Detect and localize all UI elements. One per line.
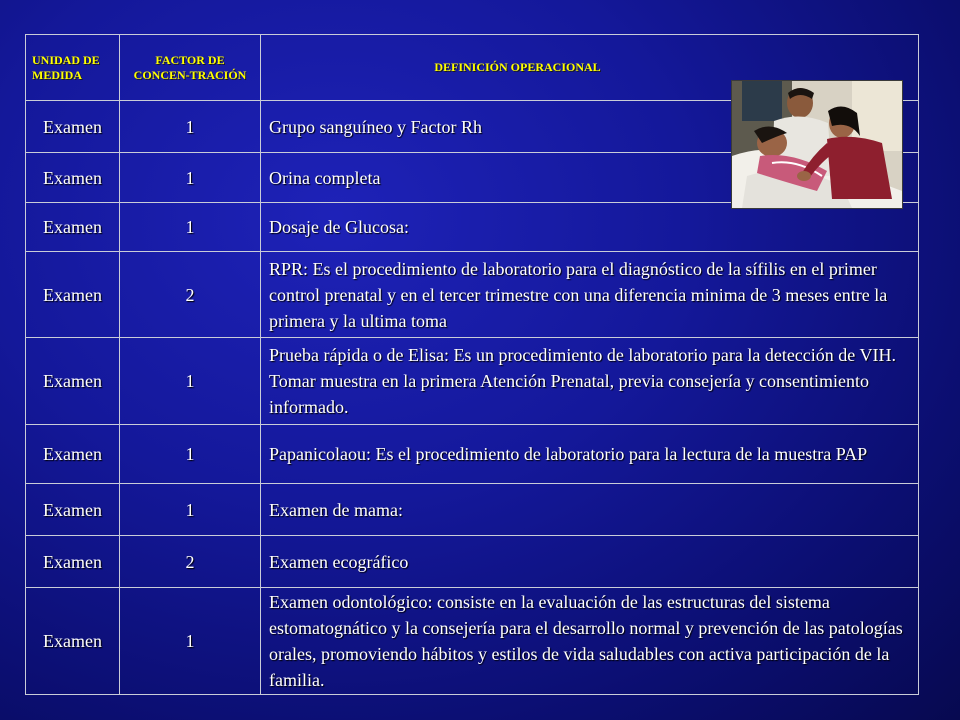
header-unit: UNIDAD DE MEDIDA: [26, 35, 120, 101]
cell-factor: 1: [120, 484, 261, 536]
table-row: [26, 425, 919, 484]
cell-definition: Examen odontológico: consiste en la evaluación de las estructuras del sistema estomatognático y la consejería para el desarrollo normal y prevención de las patologías orales, promoviendo hábitos y estilos de vida saludables con activa participación de la familia.: [261, 588, 919, 695]
cell-factor: 1: [120, 425, 261, 484]
cell-unit: Examen: [26, 588, 120, 695]
cell-definition: Dosaje de Glucosa:: [261, 203, 919, 252]
cell-unit: Examen: [26, 536, 120, 588]
cell-unit: Examen: [26, 153, 120, 203]
table-row: [26, 588, 919, 695]
header-factor: FACTOR DE CONCEN-TRACIÓN: [120, 35, 261, 101]
cell-unit: Examen: [26, 101, 120, 153]
cell-unit: Examen: [26, 425, 120, 484]
cell-unit: Examen: [26, 203, 120, 252]
cell-unit: Examen: [26, 484, 120, 536]
table-row: [26, 203, 919, 252]
cell-definition: RPR: Es el procedimiento de laboratorio para el diagnóstico de la sífilis en el primer control prenatal y en el tercer trimestre con una diferencia minima de 3 meses entre la primera y la ultima toma: [261, 252, 919, 338]
cell-definition: Prueba rápida o de Elisa: Es un procedimiento de laboratorio para la detección de VIH. Tomar muestra en la primera Atención Prenatal, previa consejería y consentimiento informado.: [261, 338, 919, 425]
cell-factor: 1: [120, 101, 261, 153]
cell-definition: Grupo sanguíneo y Factor Rh: [261, 101, 919, 153]
cell-factor: 2: [120, 252, 261, 338]
cell-unit: Examen: [26, 252, 120, 338]
table-row: [26, 252, 919, 338]
cell-definition: Orina completa: [261, 153, 919, 203]
prenatal-care-photo: [731, 80, 903, 209]
cell-factor: 1: [120, 588, 261, 695]
cell-factor: 1: [120, 338, 261, 425]
cell-factor: 1: [120, 153, 261, 203]
table-row: [26, 484, 919, 536]
cell-factor: 1: [120, 203, 261, 252]
table-row: [26, 536, 919, 588]
cell-definition: Papanicolaou: Es el procedimiento de laboratorio para la lectura de la muestra PAP: [261, 425, 919, 484]
cell-definition: Examen ecográfico: [261, 536, 919, 588]
table-row: [26, 338, 919, 425]
header-definition: DEFINICIÓN OPERACIONAL: [261, 35, 919, 101]
cell-definition: Examen de mama:: [261, 484, 919, 536]
cell-factor: 2: [120, 536, 261, 588]
cell-unit: Examen: [26, 338, 120, 425]
